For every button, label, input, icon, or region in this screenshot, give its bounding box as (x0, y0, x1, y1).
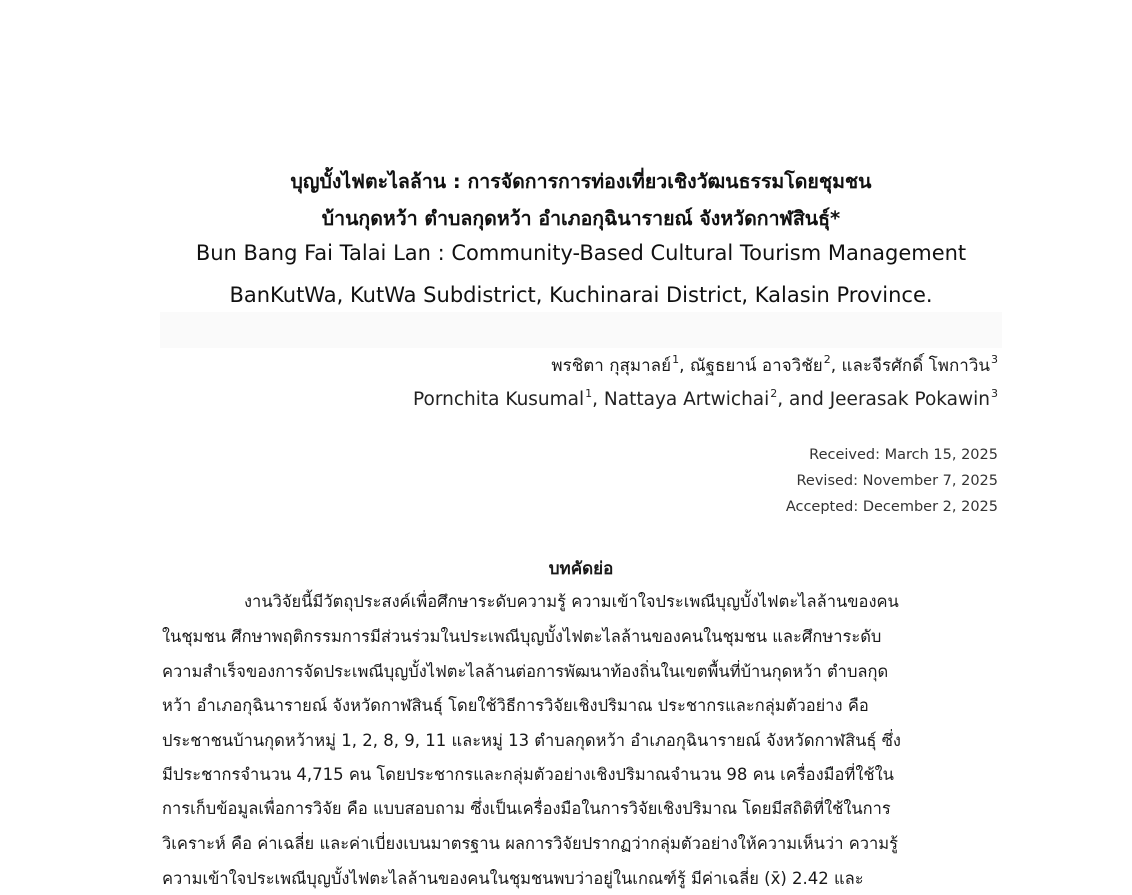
abstract-line: หว้า อำเภอกุฉินารายณ์ จังหวัดกาฬสินธุ์ โดยใช้วิธีการวิจัยเชิงปริมาณ ประชากรและกลุ่มตัวอย่าง คือ (162, 696, 869, 715)
abstract-heading: บทคัดย่อ (548, 559, 614, 579)
author-separator: , (679, 356, 690, 376)
title-english-line-2: BanKutWa, KutWa Subdistrict, Kuchinarai District, Kalasin Province. (229, 283, 933, 307)
abstract-line: วิเคราะห์ คือ ค่าเฉลี่ย และค่าเบี่ยงเบนมาตรฐาน ผลการวิจัยปรากฏว่ากลุ่มตัวอย่างให้ความเห็นว่า ความรู้ (162, 834, 899, 853)
abstract-line: ความสำเร็จของการจัดประเพณีบุญบั้งไฟตะไลล้านต่อการพัฒนาท้องถิ่นในเขตพื้นที่บ้านกุดหว้า ตำบลกุด (162, 662, 889, 681)
revised-date: Revised: November 7, 2025 (796, 473, 998, 489)
affiliation-mark-3: 3 (991, 353, 998, 366)
abstract-line: งานวิจัยนี้มีวัตถุประสงค์เพื่อศึกษาระดับความรู้ ความเข้าใจประเพณีบุญบั้งไฟตะไลล้านของคน (244, 592, 899, 611)
affiliation-mark-2: 2 (770, 387, 778, 400)
affiliation-mark-1: 1 (672, 353, 680, 366)
author-3-english: Jeerasak Pokawin (829, 389, 990, 410)
abstract-line: มีประชากรจำนวน 4,715 คน โดยประชากรและกลุ่มตัวอย่างเชิงปริมาณจำนวน 98 คน เครื่องมือที่ใช้ใน (162, 765, 894, 784)
received-date: Received: March 15, 2025 (809, 447, 998, 463)
affiliation-mark-1: 1 (585, 387, 593, 400)
accepted-date: Accepted: December 2, 2025 (785, 499, 998, 515)
affiliation-mark-2: 2 (823, 353, 831, 366)
authors-thai (551, 352, 998, 379)
author-separator: , and (777, 389, 830, 410)
title-english-line-1: Bun Bang Fai Talai Lan : Community-Based Cultural Tourism Management (195, 241, 967, 265)
author-2-english: Nattaya Artwichai (603, 389, 770, 410)
affiliation-mark-3: 3 (991, 387, 998, 400)
abstract-line: ในชุมชน ศึกษาพฤติกรรมการมีส่วนร่วมในประเพณีบุญบั้งไฟตะไลล้านของคนในชุมชน และศึกษาระดับ (162, 627, 882, 646)
author-separator: , และ (830, 356, 873, 376)
author-separator: , (592, 389, 604, 410)
highlight-band (160, 312, 1002, 348)
author-1-thai: พรชิตา กุสุมาลย์ (551, 356, 672, 376)
abstract-line: การเก็บข้อมูลเพื่อการวิจัย คือ แบบสอบถาม ซึ่งเป็นเครื่องมือในการวิจัยเชิงปริมาณ โดยมีสถิติที่ใช้ในการ (162, 799, 891, 818)
title-thai-line-1: บุญบั้งไฟตะไลล้าน : การจัดการการท่องเที่ยวเชิงวัฒนธรรมโดยชุมชน (290, 170, 872, 193)
abstract-line: ความเข้าใจประเพณีบุญบั้งไฟตะไลล้านของคนในชุมชนพบว่าอยู่ในเกณฑ์รู้ มีค่าเฉลี่ย (x̄) 2.42 และ (162, 869, 864, 888)
author-1-english: Pornchita Kusumal (413, 389, 585, 410)
author-3-thai: จีรศักดิ์ โพกาวิน (872, 356, 990, 376)
authors-english (413, 389, 998, 410)
author-2-thai: ณัฐธยาน์ อาจวิชัย (689, 356, 823, 376)
abstract-line: ประชาชนบ้านกุดหว้าหมู่ 1, 2, 8, 9, 11 และหมู่ 13 ตำบลกุดหว้า อำเภอกุฉินารายณ์ จังหวัดกาฬสินธุ์ ซึ่ง (162, 731, 901, 750)
title-thai-line-2: บ้านกุดหว้า ตำบลกุดหว้า อำเภอกุฉินารายณ์ จังหวัดกาฬสินธุ์* (321, 207, 841, 230)
